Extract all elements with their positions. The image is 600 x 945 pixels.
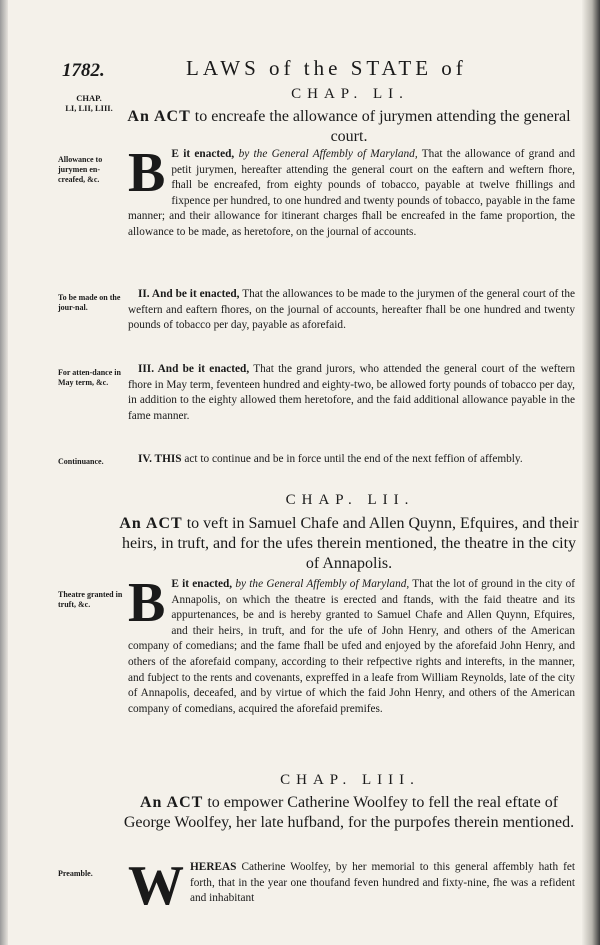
page-binding-right <box>582 0 600 945</box>
chapter-heading-53: CHAP. LIII. <box>280 772 420 788</box>
section-lead: IV. THIS <box>138 453 182 465</box>
chapter-heading-52: CHAP. LII. <box>285 492 415 508</box>
margin-note-theatre: Theatre granted in truft, &c. <box>58 590 123 609</box>
chapter-heading-51: CHAP. LI. <box>291 86 409 102</box>
section-1-paragraph <box>128 142 576 241</box>
page-binding-left <box>0 0 8 945</box>
margin-note-may-term: For atten-dance in May term, &c. <box>58 368 121 387</box>
enactment-phrase: E it enacted, <box>171 148 235 160</box>
act-title-53 <box>116 793 582 833</box>
enactment-authority: by the General Affembly of Maryland, <box>235 578 410 590</box>
act-title-text: to veft in Samuel Chafe and Allen Quynn, Efquires, and their heirs, in truft, and for the ufes therein mentioned, the theatre in the city of Annapolis. <box>121 515 579 572</box>
drop-cap: W <box>128 855 184 917</box>
act-title-52 <box>116 514 582 574</box>
chap53-preamble-paragraph <box>128 855 575 917</box>
act-label: An ACT <box>127 108 191 125</box>
section-text: That the allowance of grand and petit jurymen, hereafter attending the general court on the eaftern and weftern fhore, fhall be encreafed, from eighty pounds of tobacco, payable at twelve fhillings and fixpence per hundred, to one hundred and twenty pounds of tobacco, payable in the fame manner; and their allowance for itinerant charges fhall be encreafed in the fame proportion, the allowance to be made, as heretofore, on the journal of accounts. <box>128 148 576 238</box>
margin-note-journal: To be made on the jour-nal. <box>58 293 121 312</box>
margin-note-continuance: Continuance. <box>58 457 104 466</box>
margin-note-preamble: Preamble. <box>58 869 93 878</box>
chapter-side-label: CHAP. LI, LII, LIII. <box>65 93 113 113</box>
section-lead: III. And be it enacted, <box>138 363 250 375</box>
page-year: 1782. <box>62 60 105 81</box>
section-lead: HEREAS <box>190 861 237 873</box>
act-label: An ACT <box>119 515 183 532</box>
section-4-paragraph <box>128 452 575 468</box>
margin-note-allowance: Allowance to jurymen en-creafed, &c. <box>58 155 103 184</box>
running-head: LAWS of the STATE of <box>186 56 467 80</box>
section-text: act to continue and be in force until the end of the next feffion of affembly. <box>184 453 523 465</box>
enactment-authority: by the General Affembly of Maryland, <box>238 148 418 160</box>
enactment-phrase: E it enacted, <box>171 578 233 590</box>
section-text: That the lot of ground in the city of Annapolis, on which the theatre is erected and ftands, with the faid theatre and its appurtenances, be and is hereby granted to Samuel Chafe and Allen Quynn, Efquires, and their heirs, in truft, and for the ufe of John Henry, and others of the American company of comedians; and the fame fhall be ufed and enjoyed by the aforefaid John Henry, and others of the aforefaid company, according to their refpective rights and interefts, in the manner, and fubject to the rents and covenants, expreffed in a leafe from William Reynolds, late of the city of Annapolis, deceafed, and by virtue of which the faid John Henry, and others of the American company of comedians, acquired the aforefaid premifes. <box>128 578 576 715</box>
section-text: That the grand jurors, who attended the general court of the weftern fhore in May term, feventeen hundred and eighty-two, be allowed forty pounds of tobacco per day, in addition to the eighty allowed them heretofore, and the faid additional allowance payable in the fame manner. <box>128 363 576 422</box>
act-title-text: to encreafe the allowance of jurymen attending the general court. <box>194 108 571 145</box>
section-3-paragraph <box>128 362 575 424</box>
chap52-section-1-paragraph <box>128 572 576 717</box>
act-title-51 <box>116 107 582 147</box>
section-text: That the allowances to be made to the jurymen of the general court of the weftern and eaftern fhores, on the journal of accounts, hereafter fhall be one hundred and twenty pounds of tobacco per day, payable as aforefaid. <box>128 288 575 332</box>
act-title-text: to empower Catherine Woolfey to fell the real eftate of George Woolfey, her late hufband, for the purpofes therein mentioned. <box>123 794 575 831</box>
drop-cap: B <box>128 572 166 634</box>
section-lead: II. And be it enacted, <box>138 288 240 300</box>
drop-cap: B <box>128 142 166 204</box>
section-2-paragraph <box>128 287 575 334</box>
act-label: An ACT <box>139 794 204 811</box>
section-text: Catherine Woolfey, by her memorial to this general affembly hath fet forth, that in the year one thoufand feven hundred and fixty-nine, fhe was a refident and inhabitant <box>190 861 575 905</box>
